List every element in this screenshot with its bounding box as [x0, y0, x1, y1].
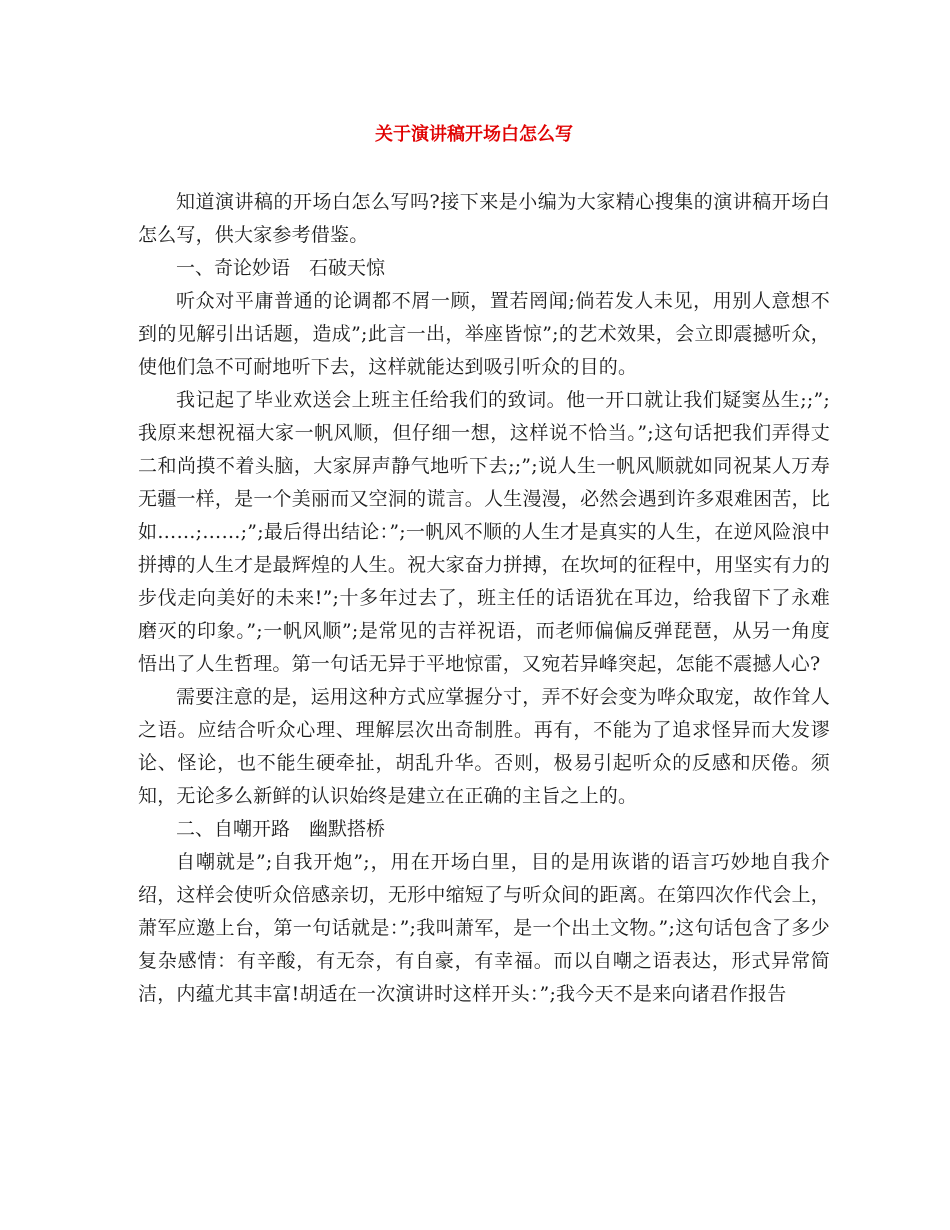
paragraph-1: 听众对平庸普通的论调都不屑一顾，置若罔闻;倘若发人未见，用别人意想不到的见解引出话题，造成”;此言一出，举座皆惊”;的艺术效果，会立即震撼听众，使他们急不可耐地听下去，这样就能达到吸引听众的目的。 — [138, 290, 830, 378]
document-title: 关于演讲稿开场白怎么写 — [375, 124, 573, 145]
paragraph-4: 自嘲就是”;自我开炮”;，用在开场白里，目的是用诙谐的语言巧妙地自我介绍，这样会使听众倍感亲切，无形中缩短了与听众间的距离。在第四次作代会上，萧军应邀上台，第一句话就是：”;我叫萧军，是一个出土文物。”;这句话包含了多少复杂感情：有辛酸，有无奈，有自豪，有幸福。而以自嘲之语表达，形式异常简洁，内蕴尤其丰富!胡适在一次演讲时这样开头：”;我今天不是来向诸君作报告 — [138, 851, 830, 1005]
paragraph-2: 我记起了毕业欢送会上班主任给我们的致词。他一开口就让我们疑窦丛生;;”;我原来想祝福大家一帆风顺，但仔细一想，这样说不恰当。”;这句话把我们弄得丈二和尚摸不着头脑，大家屏声静气地听下去;;”;说人生一帆风顺就如同祝某人万寿无疆一样，是一个美丽而又空洞的谎言。人生漫漫，必然会遇到许多艰难困苦，比如……;……;”;最后得出结论：”;一帆风不顺的人生才是真实的人生，在逆风险浪中拼搏的人生才是最辉煌的人生。祝大家奋力拼搏，在坎坷的征程中，用坚实有力的步伐走向美好的未来!”;十多年过去了，班主任的话语犹在耳边，给我留下了永难磨灭的印象。”;一帆风顺”;是常见的吉祥祝语，而老师偏偏反弹琵琶，从另一角度悟出了人生哲理。第一句话无异于平地惊雷，又宛若异峰突起，怎能不震撼人心? — [138, 389, 830, 675]
section-heading-2: 二、自嘲开路 幽默搭桥 — [176, 818, 386, 840]
paragraph-intro: 知道演讲稿的开场白怎么写吗?接下来是小编为大家精心搜集的演讲稿开场白怎么写，供大家参考借鉴。 — [138, 191, 830, 246]
paragraph-3: 需要注意的是，运用这种方式应掌握分寸，弄不好会变为哗众取宠，故作耸人之语。应结合听众心理、理解层次出奇制胜。再有，不能为了追求怪异而大发谬论、怪论，也不能生硬牵扯，胡乱升华。否则，极易引起听众的反感和厌倦。须知，无论多么新鲜的认识始终是建立在正确的主旨之上的。 — [138, 686, 830, 807]
section-heading-1: 一、奇论妙语 石破天惊 — [176, 257, 386, 279]
